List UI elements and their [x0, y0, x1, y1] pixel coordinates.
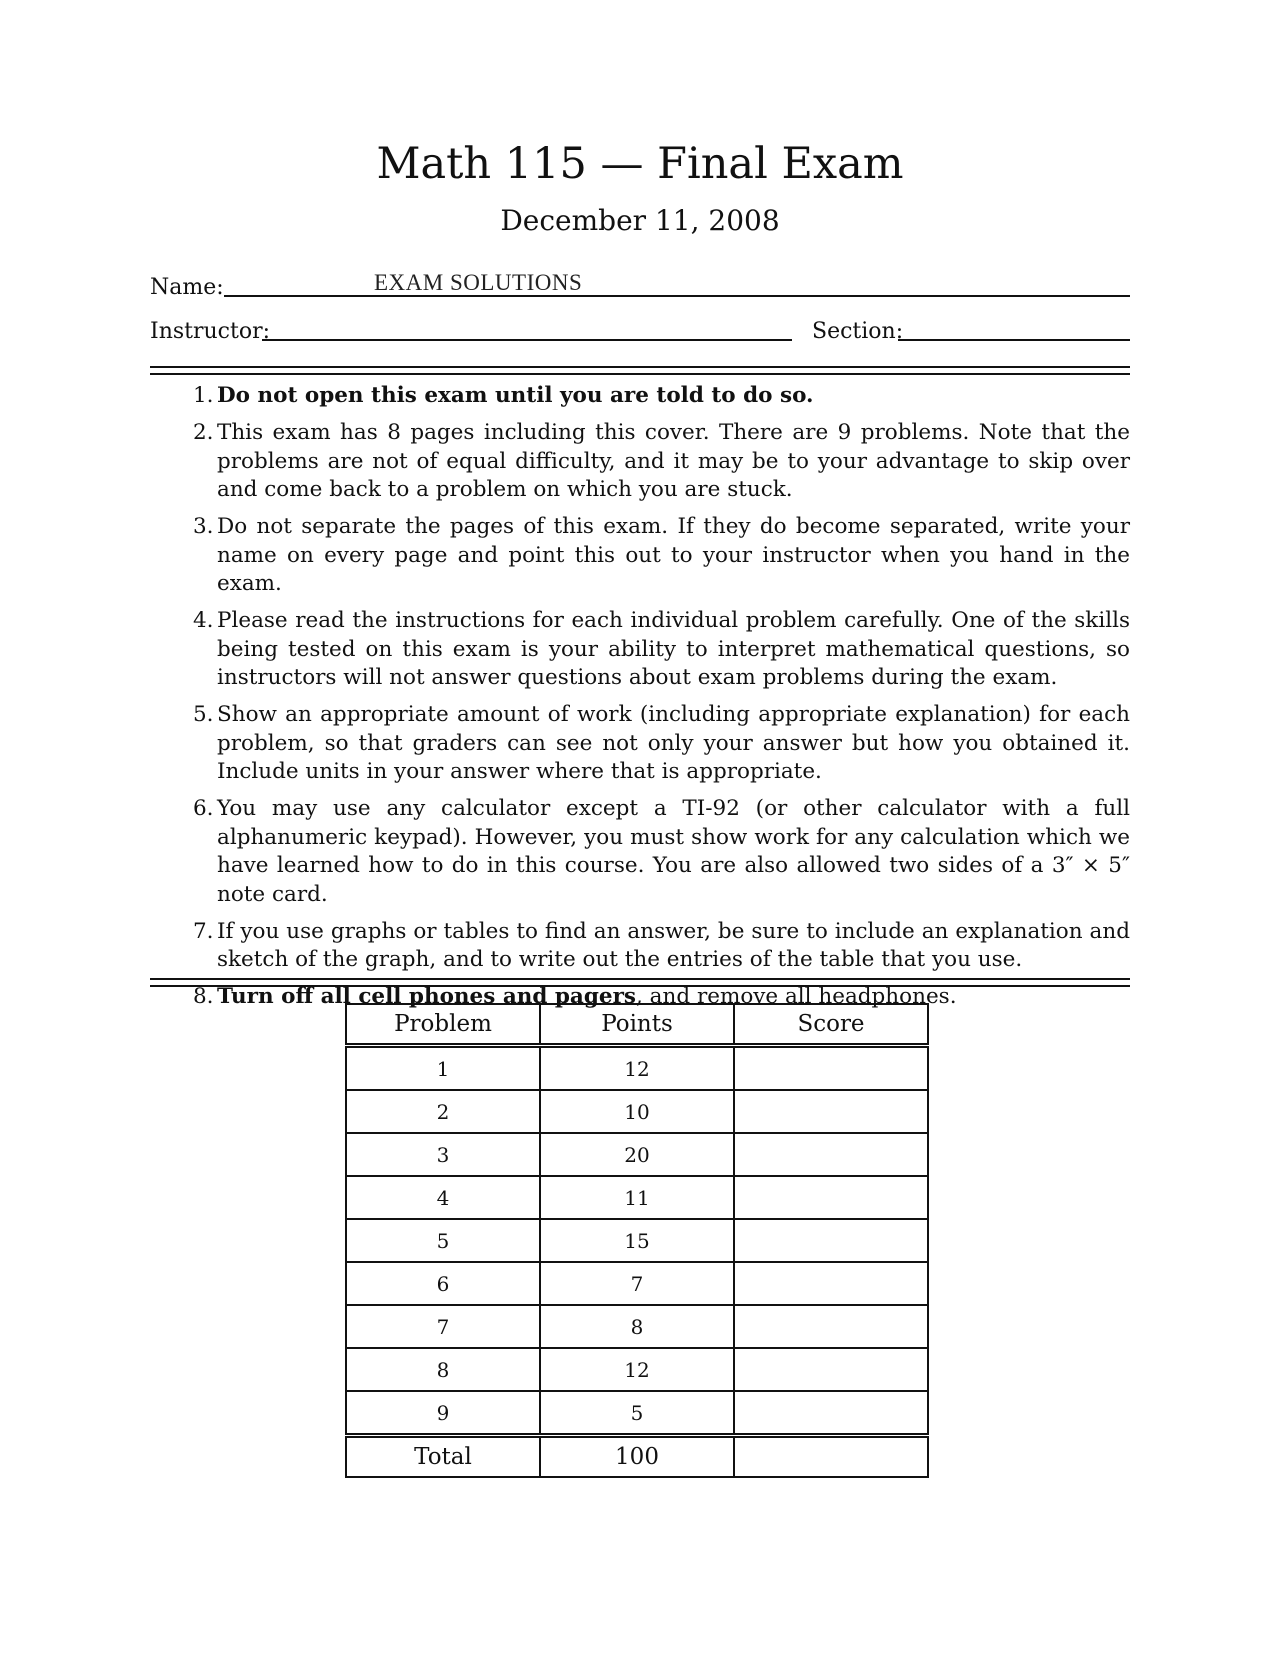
table-row: [346, 1348, 928, 1391]
problem-number: 5: [346, 1219, 540, 1262]
exam-date: December 11, 2008: [500, 204, 780, 237]
problem-points: 5: [540, 1391, 734, 1436]
problem-number: 7: [346, 1305, 540, 1348]
name-label: Name:: [150, 275, 224, 300]
name-field[interactable]: [224, 295, 1130, 297]
problem-score[interactable]: [734, 1391, 928, 1436]
instruction-item: 3. Do not separate the pages of this exam. If they do become separated, write your name on every page and point this out to your instructor when you hand in the exam.: [193, 514, 1130, 596]
problem-points: 20: [540, 1133, 734, 1176]
table-header-row: [346, 1004, 928, 1046]
problem-points: 11: [540, 1176, 734, 1219]
total-score[interactable]: [734, 1436, 928, 1478]
exam-title: Math 115 — Final Exam: [376, 139, 904, 189]
header-problem: Problem: [346, 1004, 540, 1046]
table-row: [346, 1305, 928, 1348]
instructor-field[interactable]: [262, 339, 792, 341]
table-row: [346, 1176, 928, 1219]
table-row: [346, 1219, 928, 1262]
problem-number: 2: [346, 1090, 540, 1133]
instruction-item: 4. Please read the instructions for each individual problem carefully. One of the skills being tested on this exam is your ability to interpret mathematical questions, so instructors will not answer questions about exam problems during the exam.: [193, 608, 1130, 690]
problem-number: 6: [346, 1262, 540, 1305]
table-row: [346, 1046, 928, 1091]
header-points: Points: [540, 1004, 734, 1046]
instructions-list: [150, 382, 1130, 1020]
total-label: Total: [346, 1436, 540, 1478]
instruction-item: 7. If you use graphs or tables to find an answer, be sure to include an explanation and sketch of the graph, and to write out the entries of the table that you use.: [193, 918, 1130, 972]
problem-score[interactable]: [734, 1305, 928, 1348]
problem-number: 4: [346, 1176, 540, 1219]
problem-points: 10: [540, 1090, 734, 1133]
table-total-row: [346, 1436, 928, 1478]
problem-score[interactable]: [734, 1176, 928, 1219]
section-label: Section:: [812, 319, 904, 344]
problem-points: 7: [540, 1262, 734, 1305]
instruction-item: 8. Turn off all cell phones and pagers, and remove all headphones.: [193, 984, 957, 1009]
instruction-item: 5. Show an appropriate amount of work (including appropriate explanation) for each problem, so that graders can see not only your answer but how you obtained it. Include units in your answer where that is appropriate.: [193, 702, 1130, 784]
instruction-item: 2. This exam has 8 pages including this cover. There are 9 problems. Note that the problems are not of equal difficulty, and it may be to your advantage to skip over and come back to a problem on which you are stuck.: [193, 420, 1130, 502]
problem-points: 15: [540, 1219, 734, 1262]
bottom-divider: [150, 978, 1130, 987]
problem-number: 8: [346, 1348, 540, 1391]
instruction-item: 1. Do not open this exam until you are told to do so.: [193, 383, 814, 408]
problem-points: 12: [540, 1348, 734, 1391]
header-score: Score: [734, 1004, 928, 1046]
problem-score[interactable]: [734, 1219, 928, 1262]
problem-points: 12: [540, 1046, 734, 1091]
instruction-item: 6. You may use any calculator except a TI-92 (or other calculator with a full alphanumeric keypad). However, you must show work for any calculation which we have learned how to do in this course. You are also allowed two sides of a 3″ × 5″ note card.: [193, 796, 1130, 907]
problem-number: 3: [346, 1133, 540, 1176]
problem-score[interactable]: [734, 1348, 928, 1391]
problem-number: 1: [346, 1046, 540, 1091]
section-field[interactable]: [898, 339, 1130, 341]
table-row: [346, 1262, 928, 1305]
problem-score[interactable]: [734, 1262, 928, 1305]
problem-score[interactable]: [734, 1090, 928, 1133]
instructor-label: Instructor:: [150, 319, 271, 344]
table-row: [346, 1090, 928, 1133]
table-row: [346, 1133, 928, 1176]
total-points: 100: [540, 1436, 734, 1478]
top-divider: [150, 366, 1130, 375]
problem-score[interactable]: [734, 1046, 928, 1091]
score-table: [345, 1003, 929, 1478]
name-value: EXAM SOLUTIONS: [374, 270, 583, 295]
table-row: [346, 1391, 928, 1436]
problem-number: 9: [346, 1391, 540, 1436]
problem-points: 8: [540, 1305, 734, 1348]
problem-score[interactable]: [734, 1133, 928, 1176]
